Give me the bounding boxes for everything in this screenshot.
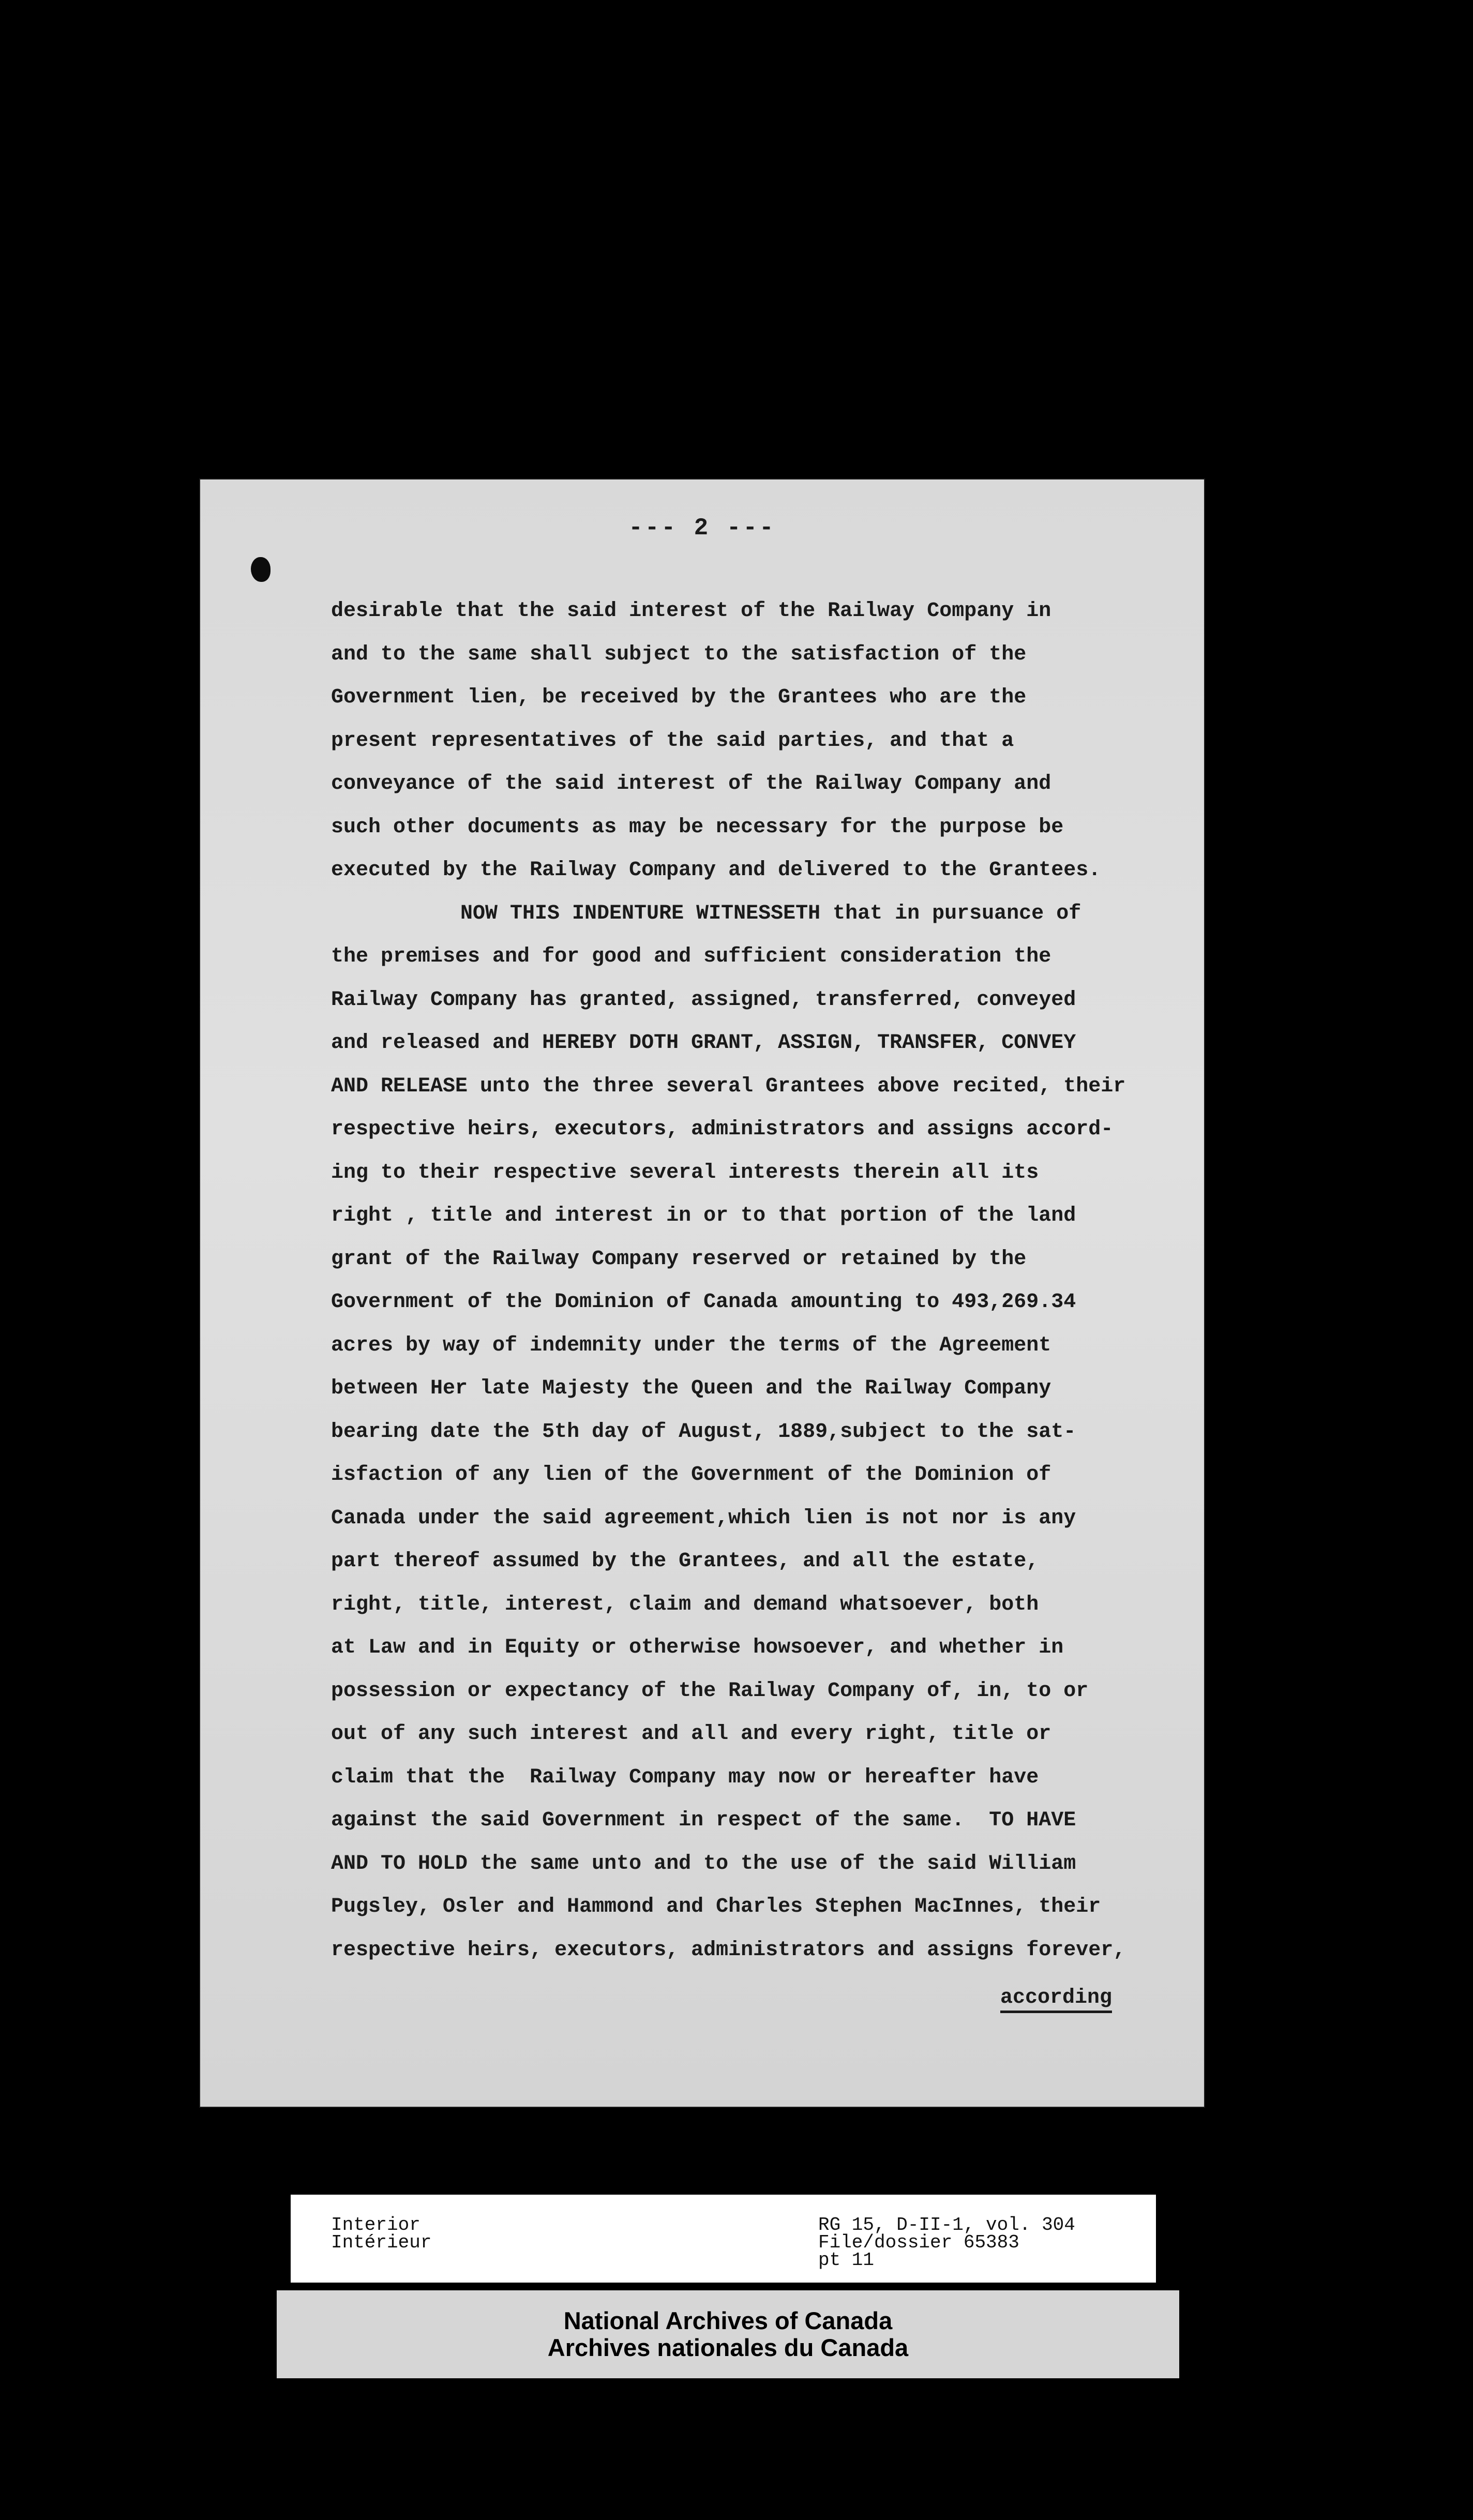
text-line: the premises and for good and sufficient consideration the	[331, 945, 1051, 968]
file-number: File/dossier 65383	[818, 2232, 1019, 2253]
record-group: RG 15, D-II-1, vol. 304	[818, 2214, 1075, 2236]
text-line: at Law and in Equity or otherwise howsoever, and whether in	[331, 1636, 1064, 1659]
text-line: AND RELEASE unto the three several Grantees above recited, their	[331, 1074, 1126, 1098]
text-line: isfaction of any lien of the Government of the Dominion of	[331, 1463, 1051, 1487]
document-body	[331, 590, 1174, 1972]
punch-hole-mark	[251, 557, 270, 582]
text-line: AND TO HOLD the same unto and to the use of the said William	[331, 1852, 1076, 1876]
text-line: right, title, interest, claim and demand whatsoever, both	[331, 1593, 1039, 1616]
archive-name-french: Archives nationales du Canada	[547, 2334, 909, 2361]
text-line: possession or expectancy of the Railway Company of, in, to or	[331, 1679, 1089, 1703]
file-part: pt 11	[818, 2249, 875, 2271]
archival-reference-label	[291, 2195, 1156, 2283]
text-line: Government lien, be received by the Grantees who are the	[331, 686, 1027, 709]
text-line: executed by the Railway Company and delivered to the Grantees.	[331, 859, 1101, 882]
text-line: respective heirs, executors, administrators and assigns accord-	[331, 1118, 1114, 1141]
text-line: NOW THIS INDENTURE WITNESSETH that in pursuance of	[460, 902, 1081, 925]
text-line: against the said Government in respect of the same. TO HAVE	[331, 1809, 1076, 1832]
text-line: right , title and interest in or to that portion of the land	[331, 1204, 1076, 1227]
text-line: present representatives of the said parties, and that a	[331, 729, 1014, 753]
text-line: ing to their respective several interests therein all its	[331, 1161, 1039, 1184]
text-line: and to the same shall subject to the satisfaction of the	[331, 642, 1027, 666]
text-line: acres by way of indemnity under the terms of the Agreement	[331, 1333, 1051, 1357]
page-number: --- 2 ---	[628, 515, 776, 542]
department-french: Intérieur	[331, 2232, 432, 2253]
text-line: respective heirs, executors, administrators and assigns forever,	[331, 1938, 1126, 1962]
file-reference	[818, 2216, 1075, 2269]
text-line: Canada under the said agreement,which lien is not nor is any	[331, 1506, 1076, 1530]
text-line: part thereof assumed by the Grantees, and all the estate,	[331, 1550, 1039, 1573]
catchword: according	[1000, 1986, 1112, 2013]
text-line: bearing date the 5th day of August, 1889,subject to the sat-	[331, 1420, 1076, 1444]
department-name	[331, 2216, 431, 2252]
text-line: Pugsley, Osler and Hammond and Charles Stephen MacInnes, their	[331, 1895, 1101, 1918]
text-line: desirable that the said interest of the Railway Company in	[331, 599, 1051, 623]
text-line: Government of the Dominion of Canada amounting to 493,269.34	[331, 1291, 1076, 1314]
text-line: claim that the Railway Company may now or hereafter have	[331, 1765, 1039, 1789]
document-page	[199, 478, 1205, 2108]
text-line: and released and HEREBY DOTH GRANT, ASSIGN, TRANSFER, CONVEY	[331, 1031, 1076, 1055]
text-line: such other documents as may be necessary for the purpose be	[331, 815, 1064, 839]
archive-name-english: National Archives of Canada	[563, 2307, 893, 2334]
text-line: Railway Company has granted, assigned, transferred, conveyed	[331, 988, 1076, 1012]
archive-name-label	[277, 2290, 1179, 2378]
text-line: conveyance of the said interest of the Railway Company and	[331, 772, 1051, 796]
text-line: between Her late Majesty the Queen and the Railway Company	[331, 1377, 1051, 1400]
department-english: Interior	[331, 2214, 420, 2236]
text-line: grant of the Railway Company reserved or retained by the	[331, 1247, 1027, 1271]
text-line: out of any such interest and all and every right, title or	[331, 1722, 1051, 1746]
